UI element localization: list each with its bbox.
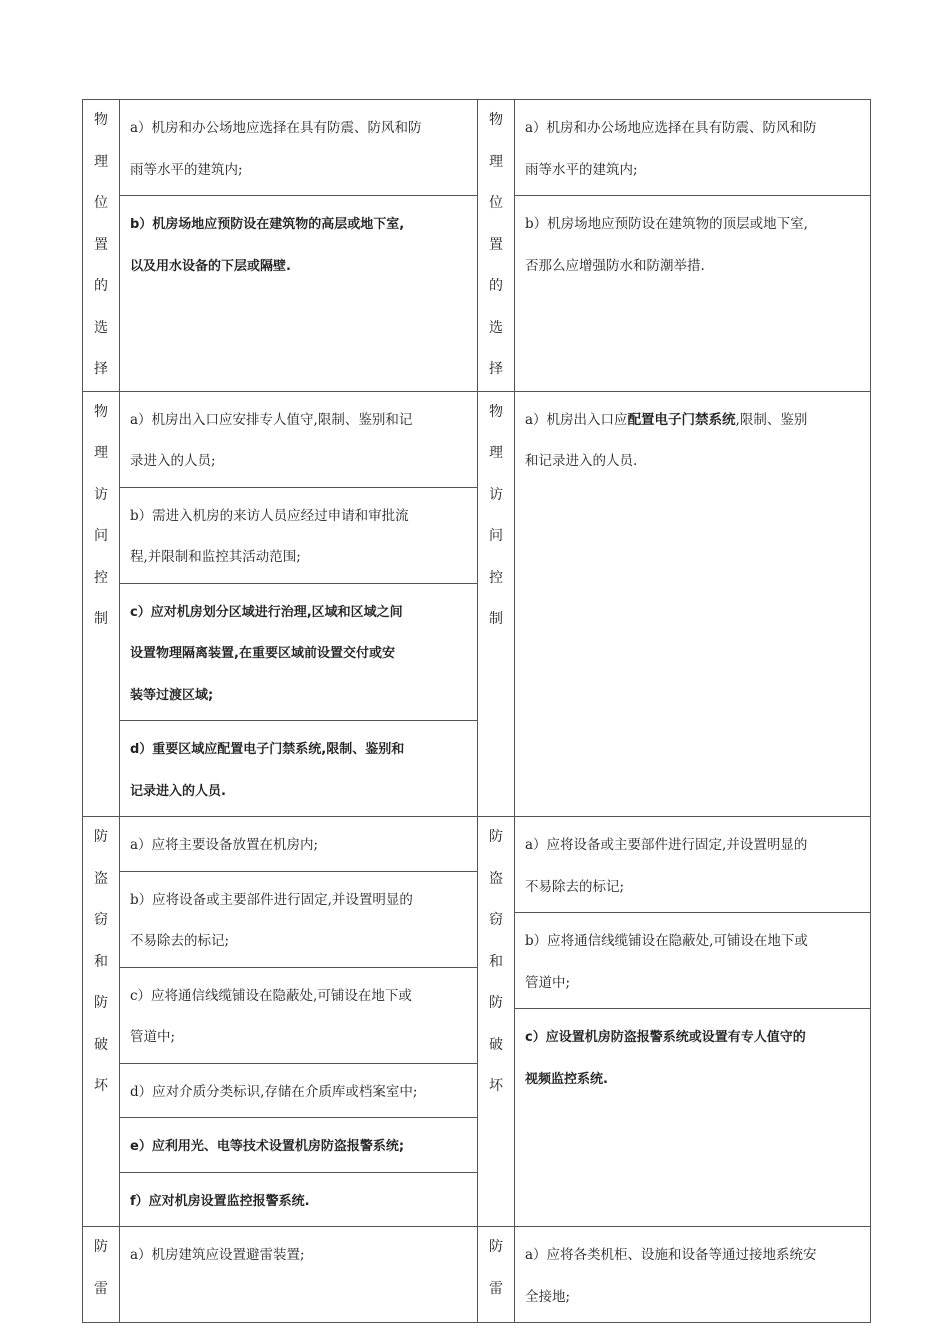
requirement-line: 装等过渡区域; [130, 687, 214, 703]
category-char: 制 [489, 611, 503, 627]
requirement-line: c）应对机房划分区域进行治理,区域和区域之间 [130, 604, 403, 620]
category-char: 防 [94, 829, 108, 845]
left-requirements-cell [120, 391, 478, 817]
requirement-line: f）应对机房设置监控报警系统. [130, 1193, 310, 1209]
requirement-line: 全接地; [525, 1288, 571, 1305]
table-row [83, 1227, 871, 1323]
category-char: 的 [94, 278, 108, 294]
right-requirements-cell [515, 817, 871, 1227]
category-char: 物 [94, 403, 108, 420]
right-category-cell [478, 1227, 515, 1323]
requirement-line: a）应将设备或主要部件进行固定,并设置明显的 [525, 837, 808, 853]
requirement-line: a）机房和办公场地应选择在具有防震、防风和防 [130, 120, 422, 136]
requirement-line: 不易除去的标记; [130, 933, 230, 949]
category-char: 物 [94, 112, 108, 128]
requirement-line: 雨等水平的建筑内; [525, 161, 638, 178]
requirement-item [120, 872, 477, 968]
category-char: 雷 [94, 1280, 108, 1297]
category-char: 置 [489, 236, 503, 253]
category-char: 坏 [94, 1078, 108, 1094]
requirement-item [515, 817, 870, 913]
requirement-line: b）应将通信线缆铺设在隐蔽处,可铺设在地下或 [525, 933, 808, 949]
category-char: 盗 [94, 870, 108, 887]
category-char: 防 [489, 829, 503, 845]
requirement-item [120, 1173, 477, 1227]
right-requirements-cell [515, 1227, 871, 1323]
requirement-line: 记录进入的人员. [130, 783, 226, 799]
requirement-line: d）应对介质分类标识,存储在介质库或档案室中; [130, 1083, 418, 1100]
category-char: 破 [94, 1036, 108, 1053]
category-char: 窃 [489, 912, 503, 928]
requirement-line: 不易除去的标记; [525, 878, 625, 895]
category-char: 选 [94, 319, 108, 336]
table-row [83, 391, 871, 817]
requirement-item [515, 1009, 870, 1104]
right-category-cell [478, 100, 515, 392]
requirement-item [120, 1227, 477, 1281]
requirement-line: 和记录进入的人员. [525, 453, 638, 469]
requirement-item [120, 1064, 477, 1119]
requirement-text: ,限制、鉴别 [735, 411, 808, 428]
requirement-line: e）应利用光、电等技术设置机房防盗报警系统; [130, 1139, 405, 1154]
requirement-item [120, 721, 477, 816]
category-char: 坏 [489, 1078, 503, 1094]
requirement-item [515, 913, 870, 1009]
category-char: 盗 [489, 870, 503, 887]
requirement-line: 设置物理隔离装置,在重要区域前设置交付或安 [130, 646, 395, 661]
requirement-line: 录进入的人员; [130, 453, 216, 469]
requirement-item [515, 1227, 870, 1322]
category-char: 和 [94, 953, 108, 970]
requirement-item [120, 100, 477, 196]
category-char: 择 [94, 361, 108, 377]
requirement-line: 以及用水设备的下层或隔壁. [130, 258, 291, 274]
left-category-cell [83, 817, 120, 1227]
requirement-item [120, 968, 477, 1064]
requirement-item [515, 392, 870, 487]
requirements-table [82, 99, 871, 1323]
requirement-line: d）重要区域应配置电子门禁系统,限制、鉴别和 [130, 742, 405, 757]
category-char: 和 [489, 953, 503, 970]
requirement-line: a）机房和办公场地应选择在具有防震、防风和防 [525, 120, 817, 136]
category-char: 位 [94, 195, 108, 211]
category-char: 理 [94, 445, 108, 461]
category-char: 控 [489, 569, 503, 586]
requirement-line: b）机房场地应预防设在建筑物的顶层或地下室, [525, 216, 808, 232]
requirement-item [515, 196, 870, 291]
requirement-line: 管道中; [525, 974, 571, 991]
requirement-line: b）应将设备或主要部件进行固定,并设置明显的 [130, 891, 413, 908]
category-char: 防 [489, 1239, 503, 1255]
requirement-line: 管道中; [130, 1029, 176, 1045]
category-char: 理 [489, 445, 503, 461]
category-char: 择 [489, 361, 503, 377]
category-char: 访 [94, 486, 108, 503]
requirement-line: c）应设置机房防盗报警系统或设置有专人值守的 [525, 1030, 806, 1045]
requirement-line: 雨等水平的建筑内; [130, 161, 243, 178]
right-requirements-cell [515, 100, 871, 392]
category-char: 问 [489, 528, 503, 544]
emphasized-text: 配置电子门禁系统 [627, 411, 736, 428]
category-char: 理 [489, 153, 503, 170]
table-row [83, 817, 871, 1227]
requirement-line [525, 400, 860, 442]
requirement-line: a）机房建筑应设置避雷装置; [130, 1247, 305, 1263]
document-table-container [82, 99, 869, 1323]
category-char: 物 [489, 112, 503, 128]
requirement-item [120, 196, 477, 291]
category-char: 制 [94, 611, 108, 627]
category-char: 窃 [94, 912, 108, 928]
left-category-cell [83, 100, 120, 392]
right-requirements-cell [515, 391, 871, 817]
category-char: 防 [94, 995, 108, 1011]
requirement-line: a）应将主要设备放置在机房内; [130, 837, 319, 853]
category-char: 破 [489, 1036, 503, 1053]
right-category-cell [478, 817, 515, 1227]
requirement-line: 程,并限制和监控其活动范围; [130, 549, 301, 565]
right-category-cell [478, 391, 515, 817]
requirement-item [515, 100, 870, 196]
category-char: 访 [489, 486, 503, 503]
requirement-item [120, 1118, 477, 1173]
requirement-item [120, 584, 477, 722]
category-char: 物 [489, 403, 503, 420]
requirement-item [120, 488, 477, 584]
left-requirements-cell [120, 100, 478, 392]
requirement-item [120, 817, 477, 872]
category-char: 问 [94, 528, 108, 544]
requirement-line: b）机房场地应预防设在建筑物的高层或地下室, [130, 217, 405, 232]
requirement-line: 视频监控系统. [525, 1071, 608, 1087]
category-char: 的 [489, 278, 503, 294]
category-char: 雷 [489, 1280, 503, 1297]
left-category-cell [83, 1227, 120, 1323]
table-row [83, 100, 871, 392]
left-category-cell [83, 391, 120, 817]
requirement-line: 否那么应增强防水和防潮举措. [525, 257, 705, 274]
left-requirements-cell [120, 1227, 478, 1323]
category-char: 防 [489, 995, 503, 1011]
requirement-line: b）需进入机房的来访人员应经过申请和审批流 [130, 507, 409, 524]
category-char: 置 [94, 236, 108, 253]
requirement-text: a）机房出入口应 [525, 411, 628, 428]
requirement-line: a）应将各类机柜、设施和设备等通过接地系统安 [525, 1247, 817, 1263]
category-char: 防 [94, 1239, 108, 1255]
category-char: 选 [489, 319, 503, 336]
left-requirements-cell [120, 817, 478, 1227]
category-char: 控 [94, 569, 108, 586]
category-char: 位 [489, 195, 503, 211]
requirement-line: a）机房出入口应安排专人值守,限制、鉴别和记 [130, 411, 413, 428]
requirement-line: c）应将通信线缆铺设在隐蔽处,可铺设在地下或 [130, 987, 412, 1004]
category-char: 理 [94, 153, 108, 170]
requirement-item [120, 392, 477, 488]
